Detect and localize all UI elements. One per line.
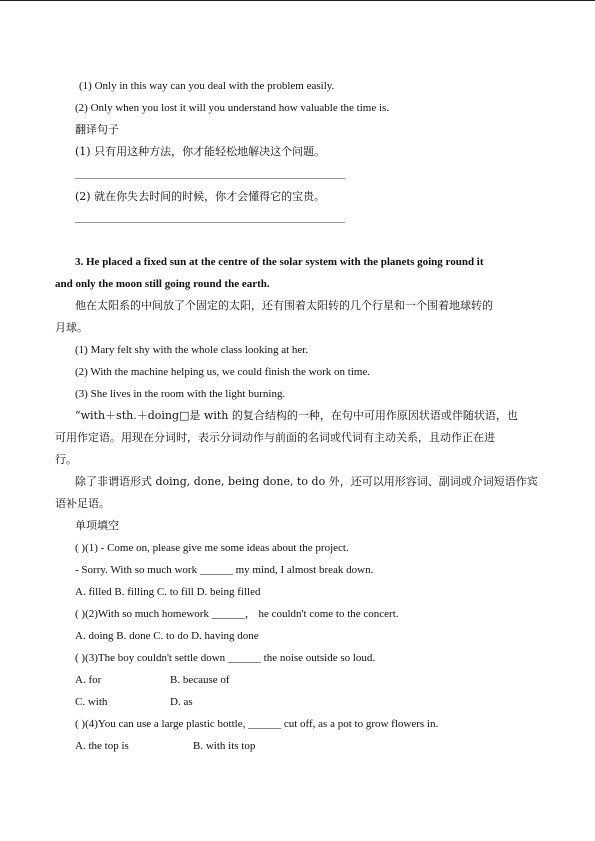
question-4-stem: ( )(4)You can use a large plastic bottle, ______ cut off, as a pot to grow flowers in. (75, 718, 439, 730)
top-border (0, 0, 595, 1)
translate-heading: 翻译句子 (75, 123, 119, 136)
explanation-1-line1: “with＋sth.＋doing□是 with 的复合结构的一种，在句中可用作原因状语或伴随状语，也 (75, 409, 518, 422)
question-4-option-b: B. with its top (193, 740, 256, 752)
section3-chinese-line1: 他在太阳系的中间放了个固定的太阳，还有围着太阳转的几个行星和一个围着地球转的 (75, 299, 493, 312)
question-1-options: A. filled B. filling C. to fill D. being filled (75, 586, 261, 598)
section3-example-1: (1) Mary felt shy with the whole class looking at her. (75, 344, 309, 356)
question-2-options: A. doing B. done C. to do D. having done (75, 630, 259, 642)
question-4-option-a: A. the top is (75, 740, 129, 752)
translate-item-1: (1) 只有用这种方法，你才能轻松地解决这个问题。 (75, 145, 326, 158)
explanation-2-line1: 除了非谓语形式 doing, done, being done, to do 外，还可以用形容词、副词或介词短语作宾 (75, 475, 538, 488)
question-1-stem-2: - Sorry. With so much work ______ my mind, I almost break down. (75, 564, 374, 576)
section3-sentence-line1: 3. He placed a fixed sun at the centre of the solar system with the planets going round it (75, 256, 484, 268)
example-sentence-2: (2) Only when you lost it will you understand how valuable the time is. (75, 102, 390, 114)
question-3-option-c: C. with (75, 696, 108, 708)
section3-chinese-line2: 月球。 (55, 321, 88, 334)
question-3-stem: ( )(3)The boy couldn't settle down ______ the noise outside so loud. (75, 652, 376, 664)
section3-sentence-line2: and only the moon still going round the earth. (55, 278, 270, 290)
question-2-stem: ( )(2)With so much homework ______， he couldn't come to the concert. (75, 608, 399, 620)
translate-item-2: (2) 就在你失去时间的时候，你才会懂得它的宝贵。 (75, 190, 326, 203)
question-3-option-a: A. for (75, 674, 102, 686)
section3-example-2: (2) With the machine helping us, we could finish the work on time. (75, 366, 371, 378)
question-3-option-d: D. as (170, 696, 193, 708)
explanation-1-line2: 可用作定语。用现在分词时，表示分词动作与前面的名词或代词有主动关系，且动作正在进 (55, 431, 495, 444)
exercise-heading: 单项填空 (75, 519, 119, 532)
question-1-stem: ( )(1) - Come on, please give me some ideas about the project. (75, 542, 349, 554)
explanation-1-line3: 行。 (55, 453, 77, 466)
answer-line-2 (75, 222, 345, 223)
question-3-option-b: B. because of (170, 674, 230, 686)
answer-line-1 (75, 178, 345, 179)
section3-example-3: (3) She lives in the room with the light burning. (75, 388, 286, 400)
example-sentence-1: (1) Only in this way can you deal with the problem easily. (79, 80, 335, 92)
explanation-2-line2: 语补足语。 (55, 497, 110, 510)
